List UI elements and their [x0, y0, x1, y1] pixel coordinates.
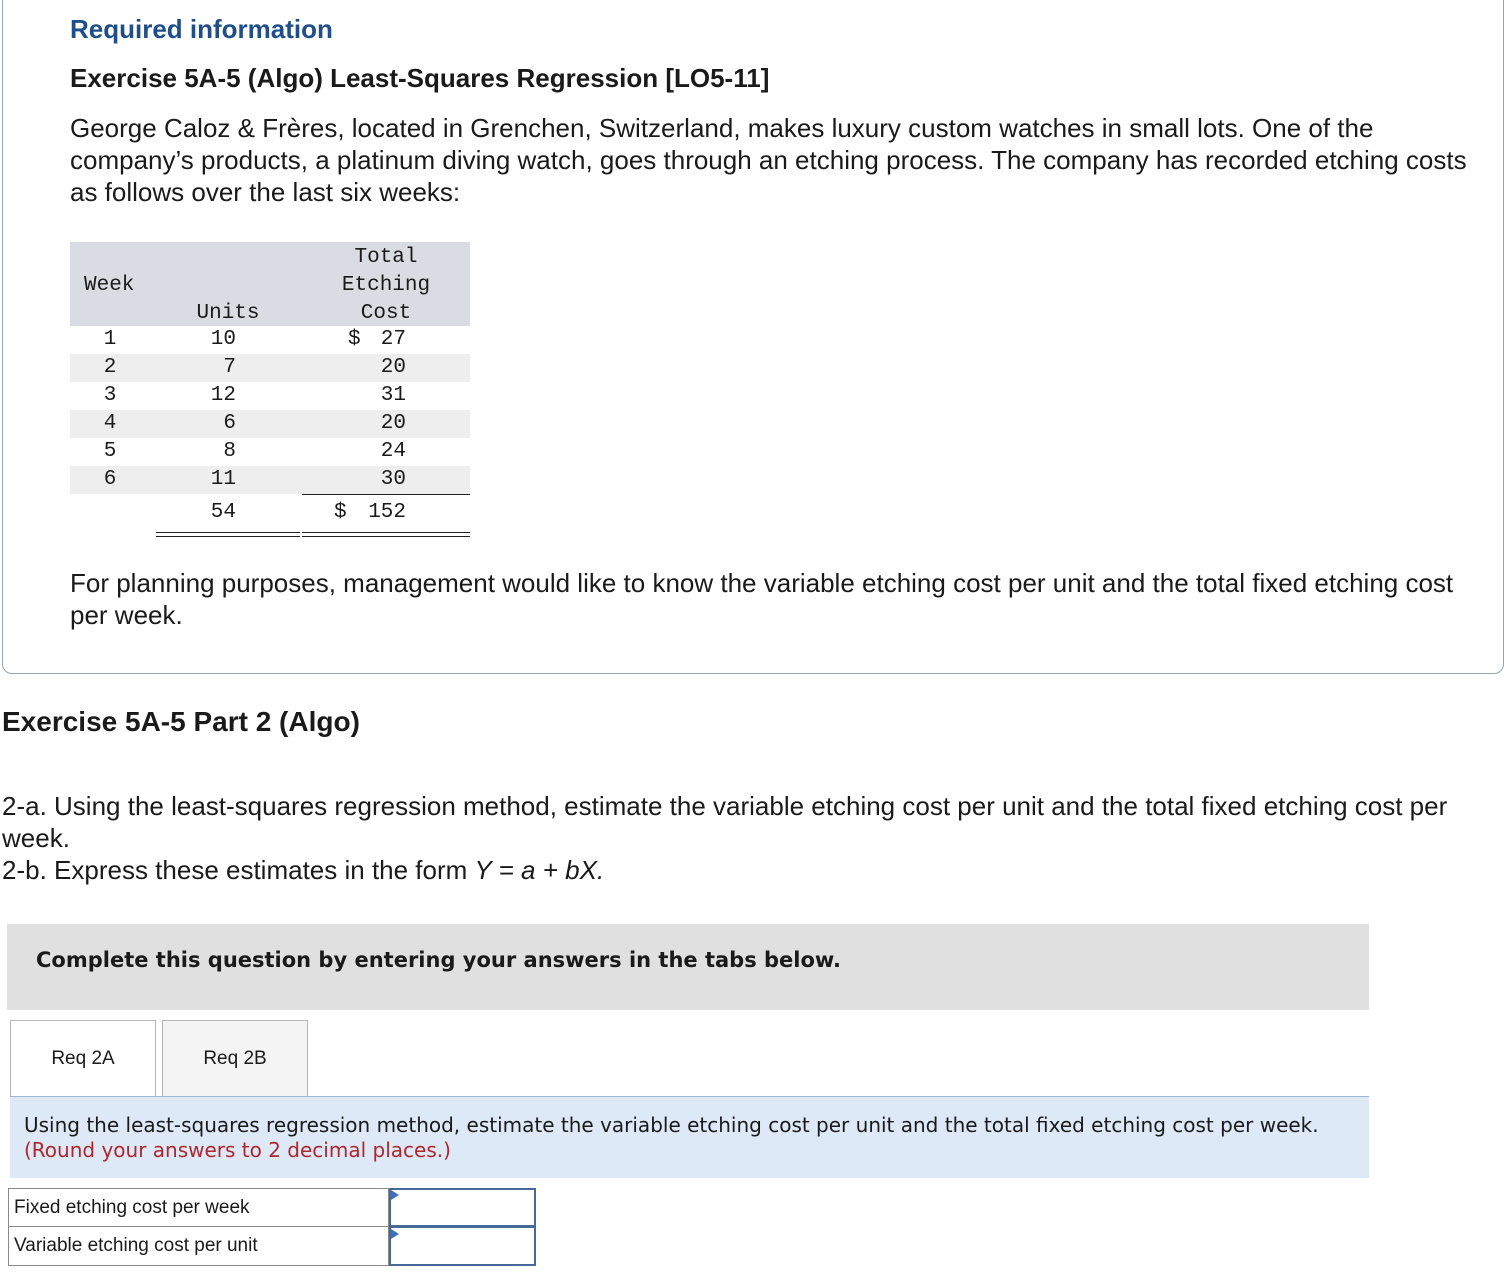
cell-units: 11	[210, 468, 236, 491]
cell-cost: 31	[380, 384, 406, 407]
instructions-banner	[7, 924, 1369, 1010]
answer-table	[8, 1188, 536, 1266]
req-2a-question	[24, 1113, 1344, 1163]
fixed-cost-label: Fixed etching cost per week	[8, 1188, 389, 1227]
total-rule	[302, 494, 470, 495]
cell-cost: 20	[380, 412, 406, 435]
cell-cost: 24	[380, 440, 406, 463]
header-cost-line-3: Cost	[360, 302, 412, 325]
etching-cost-table	[70, 242, 470, 532]
variable-cost-row	[8, 1227, 536, 1266]
cell-cost: 30	[380, 468, 406, 491]
question-2a: 2-a. Using the least-squares regression method, estimate the variable etching cost per unit and the total fixed etching cost per week.	[2, 791, 1448, 853]
cell-week: 2	[103, 356, 117, 379]
variable-cost-label: Variable etching cost per unit	[8, 1227, 389, 1266]
cell-week: 1	[103, 328, 117, 351]
total-cost: 152	[368, 501, 406, 524]
cell-units: 7	[223, 356, 236, 379]
tab-req-2a[interactable]: Req 2A	[10, 1020, 156, 1096]
header-total-etching-cost	[302, 244, 470, 328]
table-row	[70, 354, 470, 382]
question-2b-prefix: 2-b. Express these estimates in the form	[2, 855, 475, 885]
part-title: Exercise 5A-5 Part 2 (Algo)	[2, 706, 360, 737]
table-total-row	[70, 494, 470, 532]
rounding-note: (Round your answers to 2 decimal places.)	[24, 1138, 451, 1162]
cost-double-underline	[302, 532, 470, 537]
header-cost-line-1: Total	[354, 246, 418, 269]
fixed-cost-input[interactable]	[389, 1188, 536, 1227]
table-header	[70, 242, 470, 326]
cell-week: 6	[103, 468, 117, 491]
header-cost-line-2: Etching	[341, 274, 431, 297]
cell-cost: 27	[380, 328, 406, 351]
table-row	[70, 466, 470, 494]
cell-week: 5	[103, 440, 117, 463]
cell-cost: 20	[380, 356, 406, 379]
header-week: Week	[84, 274, 135, 297]
question-body: Using the least-squares regression method, estimate the variable etching cost per unit and the total fixed etching cost per week.	[24, 1113, 1319, 1137]
variable-cost-input[interactable]	[389, 1227, 536, 1266]
total-dollar-sign: $	[334, 501, 347, 524]
cell-units: 12	[210, 384, 236, 407]
instructions-text: Complete this question by entering your answers in the tabs below.	[36, 948, 841, 972]
header-units: Units	[196, 302, 260, 325]
question-2b	[2, 854, 1502, 886]
required-information-title: Required information	[70, 14, 333, 44]
units-double-underline	[156, 532, 300, 537]
cell-units: 8	[223, 440, 236, 463]
part-questions	[2, 790, 1502, 886]
cell-week: 3	[103, 384, 117, 407]
planning-text: For planning purposes, management would like to know the variable etching cost per unit and the total fixed etching cost per week.	[70, 568, 1454, 630]
req-2a-question-panel	[10, 1096, 1369, 1178]
regression-formula: Y = a + bX.	[474, 855, 605, 885]
total-units: 54	[210, 501, 236, 524]
fixed-cost-row	[8, 1188, 536, 1227]
tab-req-2b[interactable]: Req 2B	[162, 1020, 308, 1096]
table-row	[70, 438, 470, 466]
exercise-intro: George Caloz & Frères, located in Grenchen, Switzerland, makes luxury custom watches in small lots. One of the company’s products, a platinum diving watch, goes through an etching process. The company has recorded etching costs as follows over the last six weeks:	[70, 113, 1467, 207]
table-row	[70, 410, 470, 438]
cell-dollar-sign: $	[348, 328, 361, 351]
exercise-title: Exercise 5A-5 (Algo) Least-Squares Regression [LO5-11]	[70, 63, 770, 93]
cell-week: 4	[103, 412, 117, 435]
table-row	[70, 326, 470, 354]
cell-units: 10	[210, 328, 236, 351]
cell-units: 6	[223, 412, 236, 435]
table-row	[70, 382, 470, 410]
